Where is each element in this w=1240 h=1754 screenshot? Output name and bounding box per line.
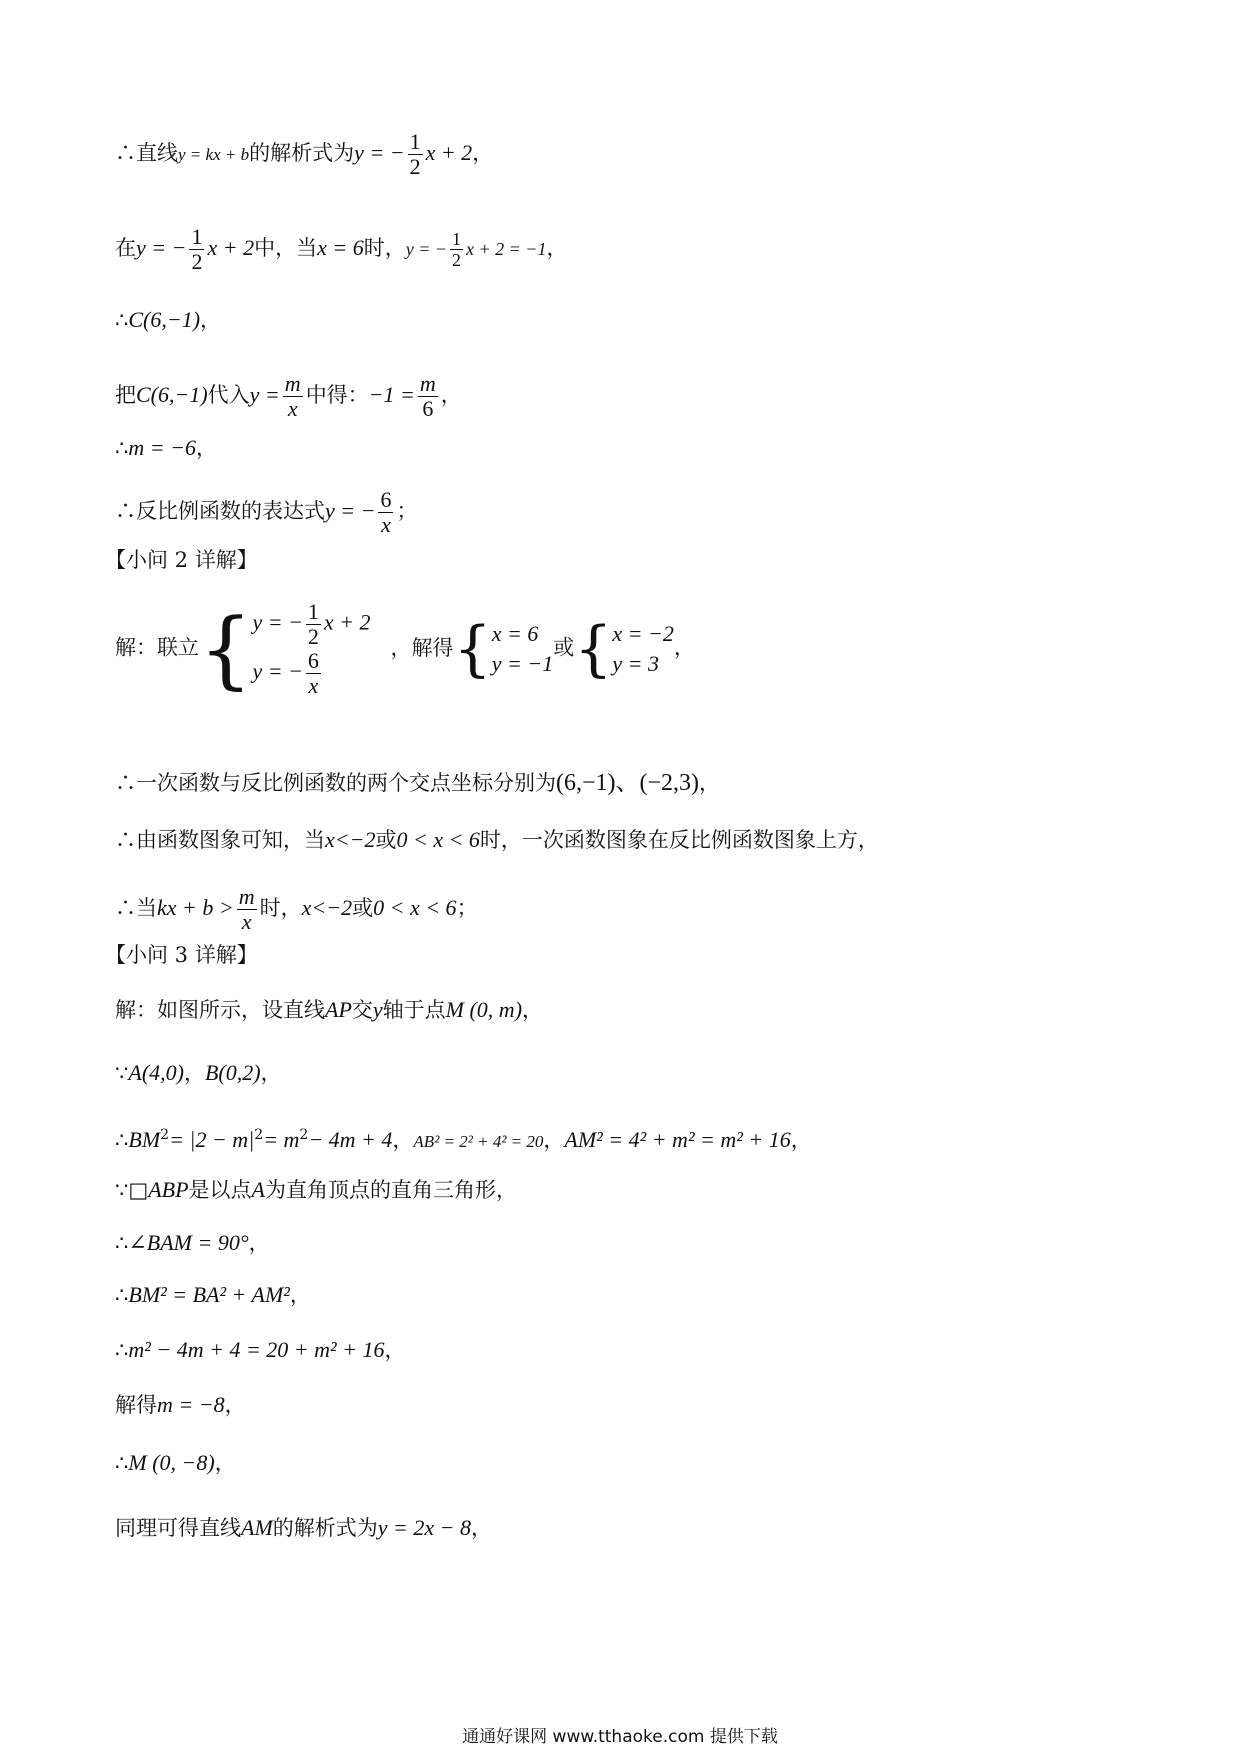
fraction bbox=[450, 229, 463, 270]
text: 为直角顶点的直角三角形， bbox=[265, 1178, 517, 1202]
numerator: 1 bbox=[191, 224, 203, 249]
text: 的解析式为 bbox=[249, 141, 355, 165]
math: M (0, −8) bbox=[128, 1450, 215, 1475]
text: ∴ bbox=[115, 436, 129, 460]
math: BM bbox=[128, 1127, 161, 1152]
fraction bbox=[306, 600, 321, 649]
text: ∵ bbox=[115, 1061, 129, 1085]
math: x + 2 bbox=[323, 609, 371, 635]
numerator: 1 bbox=[452, 229, 462, 249]
line-20 bbox=[115, 1513, 492, 1543]
text: 中得： bbox=[305, 383, 369, 407]
text: ∴直线 bbox=[115, 141, 178, 165]
math: (6,−1)、(−2,3) bbox=[556, 770, 700, 796]
math: −1 = bbox=[368, 382, 415, 407]
line-5 bbox=[115, 433, 217, 463]
solution-2 bbox=[612, 619, 673, 679]
math: y = 3 bbox=[612, 651, 660, 676]
line-12 bbox=[115, 1058, 282, 1088]
text: 时， bbox=[259, 896, 302, 920]
line-18 bbox=[115, 1390, 246, 1420]
text: 同理可得直线 bbox=[115, 1516, 241, 1540]
math: = m bbox=[263, 1127, 300, 1152]
text: 是以点 bbox=[188, 1178, 252, 1202]
math: A(4,0) bbox=[128, 1060, 184, 1085]
math: m = −6 bbox=[128, 435, 196, 460]
line-6 bbox=[115, 488, 417, 537]
text: 或 bbox=[375, 828, 397, 852]
math: y = − bbox=[354, 140, 405, 165]
math: ∠BAM = 90° bbox=[128, 1230, 249, 1255]
text: ，解得 bbox=[390, 635, 454, 660]
left-brace: { bbox=[574, 614, 613, 684]
line-13 bbox=[115, 1120, 812, 1157]
math: x + 2 = −1 bbox=[466, 239, 547, 259]
math: − 4m + 4 bbox=[308, 1127, 393, 1152]
text: 代入 bbox=[207, 383, 250, 407]
fraction bbox=[378, 488, 393, 537]
math: ABP bbox=[148, 1177, 189, 1202]
math: x<−2 bbox=[325, 827, 376, 852]
text: 时， bbox=[363, 236, 406, 260]
math: AM bbox=[241, 1515, 273, 1540]
text: ∴由函数图象可知，当 bbox=[115, 828, 325, 852]
math: y bbox=[372, 997, 383, 1022]
text: ∴当 bbox=[115, 896, 157, 920]
line-19 bbox=[115, 1448, 236, 1478]
line-3 bbox=[115, 305, 221, 335]
left-brace: { bbox=[453, 614, 492, 684]
line-4 bbox=[115, 372, 462, 421]
line-2 bbox=[115, 225, 567, 274]
triangle-symbol: □ bbox=[128, 1178, 149, 1202]
math: AM² = 4² + m² = m² + 16 bbox=[564, 1127, 791, 1152]
math: AB² = 2² + 4² = 20 bbox=[413, 1132, 544, 1151]
text: 时，一次函数图象在反比例函数图象上方， bbox=[479, 828, 879, 852]
text: ， bbox=[440, 383, 462, 407]
denominator: 2 bbox=[307, 624, 319, 649]
text: ∴ bbox=[115, 1283, 129, 1307]
numerator: m bbox=[238, 884, 255, 909]
numerator: m bbox=[419, 371, 436, 396]
math: AP bbox=[325, 997, 352, 1022]
denominator: x bbox=[287, 396, 298, 421]
text: ， bbox=[224, 1393, 246, 1417]
math: y = − bbox=[252, 658, 303, 684]
text: 解：如图所示，设直线 bbox=[115, 998, 325, 1022]
math: x + 2 bbox=[207, 235, 255, 260]
math: y = bbox=[249, 382, 280, 407]
system-eq-1 bbox=[252, 600, 370, 649]
text: 交 bbox=[351, 998, 373, 1022]
line-14 bbox=[115, 1175, 517, 1205]
text: ； bbox=[396, 499, 418, 523]
text: ， bbox=[673, 635, 695, 660]
fraction bbox=[283, 372, 303, 421]
math: y = − bbox=[252, 609, 303, 635]
text: ， bbox=[522, 998, 544, 1022]
text: ， bbox=[289, 1283, 311, 1307]
denominator: x bbox=[381, 512, 391, 537]
text: 在 bbox=[115, 236, 136, 260]
denominator: 2 bbox=[409, 154, 421, 179]
text: ∴ bbox=[115, 1338, 129, 1362]
text: ， bbox=[260, 1061, 282, 1085]
math: M (0, m) bbox=[445, 997, 523, 1022]
text: ， bbox=[214, 1451, 236, 1475]
math: BM² = BA² + AM² bbox=[128, 1282, 290, 1307]
superscript: 2 bbox=[254, 1127, 264, 1143]
math: = |2 − m| bbox=[169, 1127, 255, 1152]
text: ， bbox=[392, 1128, 414, 1152]
text: 中，当 bbox=[254, 236, 318, 260]
numerator: m bbox=[284, 371, 301, 396]
line-11 bbox=[115, 995, 543, 1025]
text: ∵ bbox=[115, 1178, 129, 1202]
text: 解得 bbox=[115, 1393, 157, 1417]
numerator: 6 bbox=[307, 648, 319, 673]
line-8 bbox=[115, 768, 720, 798]
numerator: 1 bbox=[307, 599, 319, 624]
solution-1 bbox=[492, 619, 553, 679]
line-9 bbox=[115, 825, 879, 855]
text: ∴ bbox=[115, 1231, 129, 1255]
math: x = −2 bbox=[612, 621, 674, 646]
text: ， bbox=[472, 141, 494, 165]
math: x<−2 bbox=[301, 895, 353, 920]
text: ， bbox=[546, 236, 568, 260]
text: ， bbox=[699, 771, 721, 795]
text: ∴ bbox=[115, 1128, 129, 1152]
math: x + 2 bbox=[425, 140, 473, 165]
math: 0 < x < 6 bbox=[396, 827, 480, 852]
numerator: 6 bbox=[380, 487, 392, 512]
fraction bbox=[237, 885, 257, 934]
math: m² − 4m + 4 = 20 + m² + 16 bbox=[128, 1337, 385, 1362]
math: y = − bbox=[405, 239, 448, 259]
fraction bbox=[408, 130, 423, 179]
text: 或 bbox=[352, 896, 374, 920]
text: ， bbox=[543, 1128, 565, 1152]
denominator: 2 bbox=[191, 249, 203, 274]
text: ∴反比例函数的表达式 bbox=[115, 499, 325, 523]
text: ， bbox=[248, 1231, 270, 1255]
line-15 bbox=[115, 1228, 270, 1258]
section-heading-2: 【小问 2 详解】 bbox=[105, 548, 258, 572]
math: x = 6 bbox=[491, 621, 539, 646]
text: ， bbox=[384, 1338, 406, 1362]
text: 把 bbox=[115, 383, 136, 407]
footer-source-note: 通通好课网 www.tthaoke.com 提供下载 bbox=[462, 1727, 778, 1747]
text: ， bbox=[790, 1128, 812, 1152]
math: y = kx + b bbox=[178, 145, 250, 164]
math: C(6,−1) bbox=[128, 307, 201, 332]
fraction bbox=[189, 225, 204, 274]
left-brace: { bbox=[199, 600, 253, 698]
text: ， bbox=[200, 308, 222, 332]
line-10 bbox=[115, 885, 478, 934]
math: y = −1 bbox=[491, 651, 554, 676]
math: y = − bbox=[325, 498, 376, 523]
text: ∴一次函数与反比例函数的两个交点坐标分别为 bbox=[115, 771, 556, 795]
math: C(6,−1) bbox=[136, 382, 208, 407]
text: 或 bbox=[553, 635, 575, 660]
fraction bbox=[306, 649, 321, 698]
denominator: x bbox=[241, 909, 252, 934]
system-eq-2 bbox=[252, 649, 370, 698]
numerator: 1 bbox=[409, 129, 421, 154]
math: m = −8 bbox=[157, 1392, 225, 1417]
superscript: 2 bbox=[299, 1127, 309, 1143]
math: y = 2x − 8 bbox=[377, 1515, 471, 1540]
text: ∴ bbox=[115, 308, 129, 332]
fraction bbox=[418, 372, 438, 421]
line-16 bbox=[115, 1280, 311, 1310]
text: 的解析式为 bbox=[272, 1516, 378, 1540]
text: ； bbox=[456, 896, 478, 920]
superscript: 2 bbox=[160, 1127, 170, 1143]
denominator: x bbox=[308, 673, 319, 698]
math: x = 6 bbox=[317, 235, 364, 260]
equation-system bbox=[252, 600, 370, 698]
text: ， bbox=[195, 436, 217, 460]
text: ， bbox=[183, 1061, 205, 1085]
math: y = − bbox=[136, 235, 187, 260]
text: 解：联立 bbox=[115, 635, 199, 660]
math: kx + b > bbox=[157, 895, 234, 920]
section-heading-3: 【小问 3 详解】 bbox=[105, 943, 258, 967]
text: 轴于点 bbox=[382, 998, 446, 1022]
line-1 bbox=[115, 130, 493, 179]
math: B(0,2) bbox=[204, 1060, 261, 1085]
denominator: 2 bbox=[452, 250, 462, 270]
math: 0 < x < 6 bbox=[373, 895, 457, 920]
line-17 bbox=[115, 1335, 405, 1365]
line-7 bbox=[115, 600, 695, 698]
denominator: 6 bbox=[422, 396, 434, 421]
math: A bbox=[251, 1177, 265, 1202]
text: ∴ bbox=[115, 1451, 129, 1475]
text: ， bbox=[471, 1516, 492, 1540]
